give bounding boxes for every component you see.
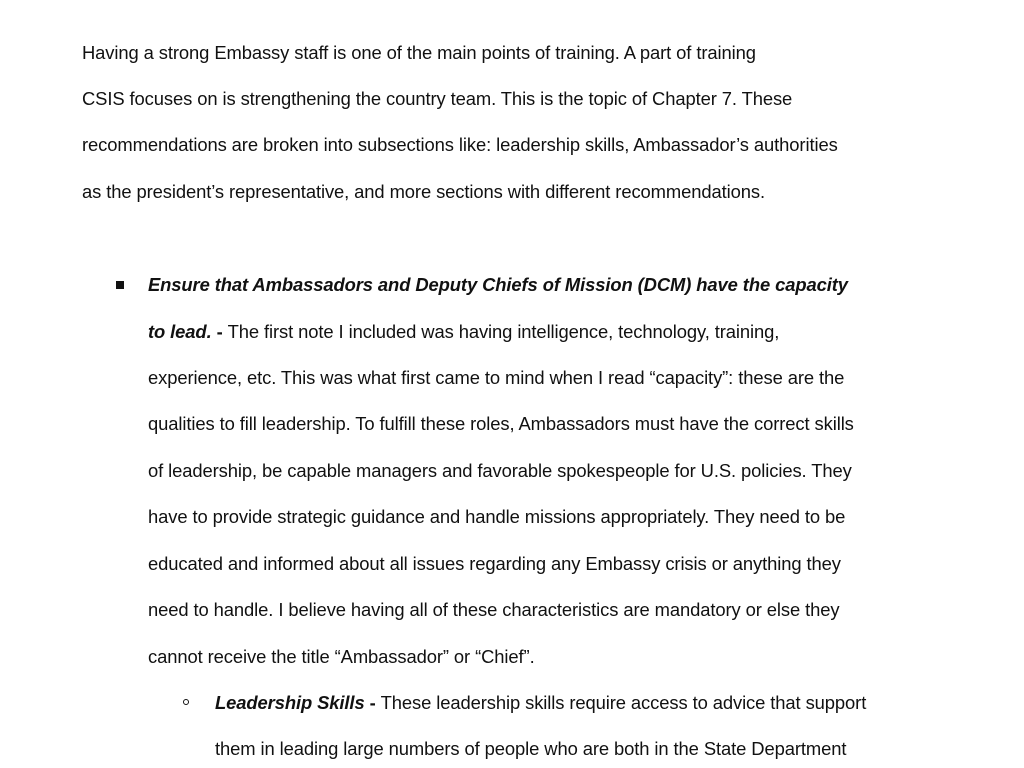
item-line-9: cannot receive the title “Ambassador” or “Chief”. <box>148 646 535 667</box>
square-bullet-icon <box>116 281 124 289</box>
item-line-7: educated and informed about all issues regarding any Embassy crisis or anything they <box>148 553 841 574</box>
item-line-4: qualities to fill leadership. To fulfill these roles, Ambassadors must have the correct skills <box>148 413 854 434</box>
item-separator: - <box>211 321 228 342</box>
intro-line-1: Having a strong Embassy staff is one of the main points of training. A part of training <box>82 42 756 63</box>
item-line-2 <box>148 320 779 344</box>
item-line-5: of leadership, be capable managers and favorable spokespeople for U.S. policies. They <box>148 460 852 481</box>
intro-line-4: as the president’s representative, and more sections with different recommendations. <box>82 181 765 202</box>
intro-line-2: CSIS focuses on is strengthening the country team. This is the topic of Chapter 7. These <box>82 88 793 109</box>
subitem-line-2: them in leading large numbers of people who are both in the State Department <box>215 738 847 759</box>
circle-bullet-icon <box>183 699 189 705</box>
subitem-line-1 <box>215 691 866 715</box>
subitem-heading: Leadership Skills <box>215 692 365 713</box>
subitem-separator: - <box>364 692 381 713</box>
item-line-8: need to handle. I believe having all of these characteristics are mandatory or else they <box>148 599 840 620</box>
item-heading-line-1: Ensure that Ambassadors and Deputy Chiefs of Mission (DCM) have the capacity <box>148 274 848 295</box>
item-line-3: experience, etc. This was what first came to mind when I read “capacity”: these are the <box>148 367 845 388</box>
item-text-line-2: The first note I included was having intelligence, technology, training, <box>227 321 780 342</box>
subitem-text-line-1: These leadership skills require access to advice that support <box>380 692 867 713</box>
item-heading-line-2: to lead. <box>148 321 212 342</box>
intro-line-3: recommendations are broken into subsections like: leadership skills, Ambassador’s authorities <box>82 134 838 155</box>
item-line-6: have to provide strategic guidance and handle missions appropriately. They need to be <box>148 506 846 527</box>
